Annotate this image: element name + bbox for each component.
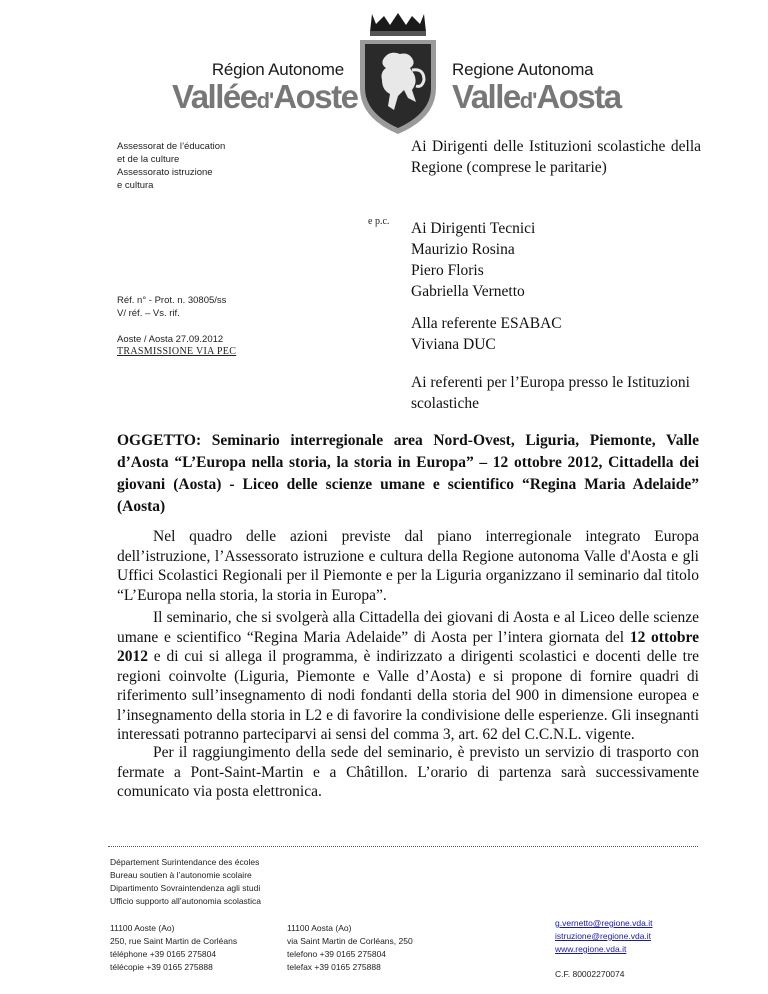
footer-department: Département Surintendance des écoles Bureau soutien à l’autonomie scolaire Dipartimento Sovraintendenza agli studi Ufficio supporto all’autonomia scolastica xyxy=(110,857,262,906)
reference-block: Réf. n° - Prot. n. 30805/ss V/ réf. – Vs. rif. xyxy=(117,295,227,319)
date-block xyxy=(117,333,236,357)
transmission-label: TRASMISSIONE VIA PEC xyxy=(117,346,237,357)
letter-subject: OGGETTO: Seminario interregionale area Nord-Ovest, Liguria, Piemonte, Valle d’Aosta “L’Europa nella storia, la storia in Europa” – 12 ottobre 2012, Cittadella dei giovani (Aosta) - Liceo delle scienze umane e scientifico “Regina Maria Adelaide” (Aosta) xyxy=(117,432,699,515)
recipient-dirigenti: Ai Dirigenti delle Istituzioni scolastiche della Regione (comprese le paritarie) xyxy=(411,138,701,176)
vallee-aoste-label: Valléed'Aoste xyxy=(172,78,358,115)
body-paragraph-2: Il seminario, che si svolgerà alla Cittadella dei giovani di Aosta e al Liceo delle scienze umane e scientifico “Regina Maria Adelaide” di Aosta per l’intera giornata del 12 ottobre 2012 e di cui si allega il programma, è indirizzato a dirigenti scolastici e docenti delle tre regioni coinvolte (Liguria, Piemonte e Valle d’Aosta) e si propone di fornire quadri di riferimento sull’insegnamento di nodi fondanti della storia del 900 in dimensione europea e l’insegnamento della storia in L2 e di favorire la condivisione delle esperienze. Gli insegnanti interessati potranno parteciparvi ai sensi del comma 3, art. 62 del C.C.N.L. vigente. xyxy=(117,609,699,743)
seminar-date: 12 ottobre 2012 xyxy=(117,628,699,665)
epc-label: e p.c. xyxy=(368,216,390,227)
region-autonome-label: Région Autonome xyxy=(211,60,344,79)
date-line: Aoste / Aosta 27.09.2012 xyxy=(117,334,224,345)
region-name-italian xyxy=(452,60,642,118)
assessorat-block: Assessorat de l’éducation et de la culture Assessorato istruzione e cultura xyxy=(117,141,226,191)
recipient-dirigenti-tecnici: Ai Dirigenti Tecnici Maurizio Rosina Piero Floris Gabriella Vernetto xyxy=(411,220,536,300)
footer-fiscal-code: C.F. 80002270074 xyxy=(555,969,625,979)
valle-aosta-label: Valled'Aosta xyxy=(452,78,621,115)
email-link-vernetto[interactable]: g.vernetto@regione.vda.it xyxy=(555,918,653,928)
email-link-istruzione[interactable]: istruzione@regione.vda.it xyxy=(555,931,652,941)
body-paragraph-1: Nel quadro delle azioni previste dal piano interregionale integrato Europa dell’istruzione, l’Assessorato istruzione e cultura della Regione autonoma Valle d'Aosta e gli Uffici Scolastici Regionali per il Piemonte e per la Liguria organizzano il seminario dal titolo “L’Europa nella storia, la storia in Europa”. xyxy=(117,528,699,604)
recipient-esabac: Alla referente ESABAC Viviana DUC xyxy=(411,315,562,353)
regione-autonoma-label: Regione Autonoma xyxy=(452,60,594,79)
body-paragraph-3: Per il raggiungimento della sede del seminario, è previsto un servizio di trasporto con fermate a Pont-Saint-Martin e a Châtillon. L’orario di partenza sarà successivamente comunicato via posta elettronica. xyxy=(117,744,699,800)
footer-contacts xyxy=(555,917,652,956)
region-coat-of-arms xyxy=(354,10,442,136)
footer-address-french: 11100 Aoste (Ao) 250, rue Saint Martin de Corléans téléphone +39 0165 275804 télécopie +39 0165 275888 xyxy=(110,923,238,972)
region-name-french xyxy=(172,60,358,118)
footer-divider xyxy=(108,846,698,847)
footer-address-italian: 11100 Aosta (Ao) via Saint Martin de Corléans, 250 telefono +39 0165 275804 telefax +39 0165 275888 xyxy=(287,923,413,972)
recipient-europa: Ai referenti per l’Europa presso le Istituzioni scolastiche xyxy=(411,374,690,412)
website-link[interactable]: www.regione.vda.it xyxy=(555,944,627,954)
